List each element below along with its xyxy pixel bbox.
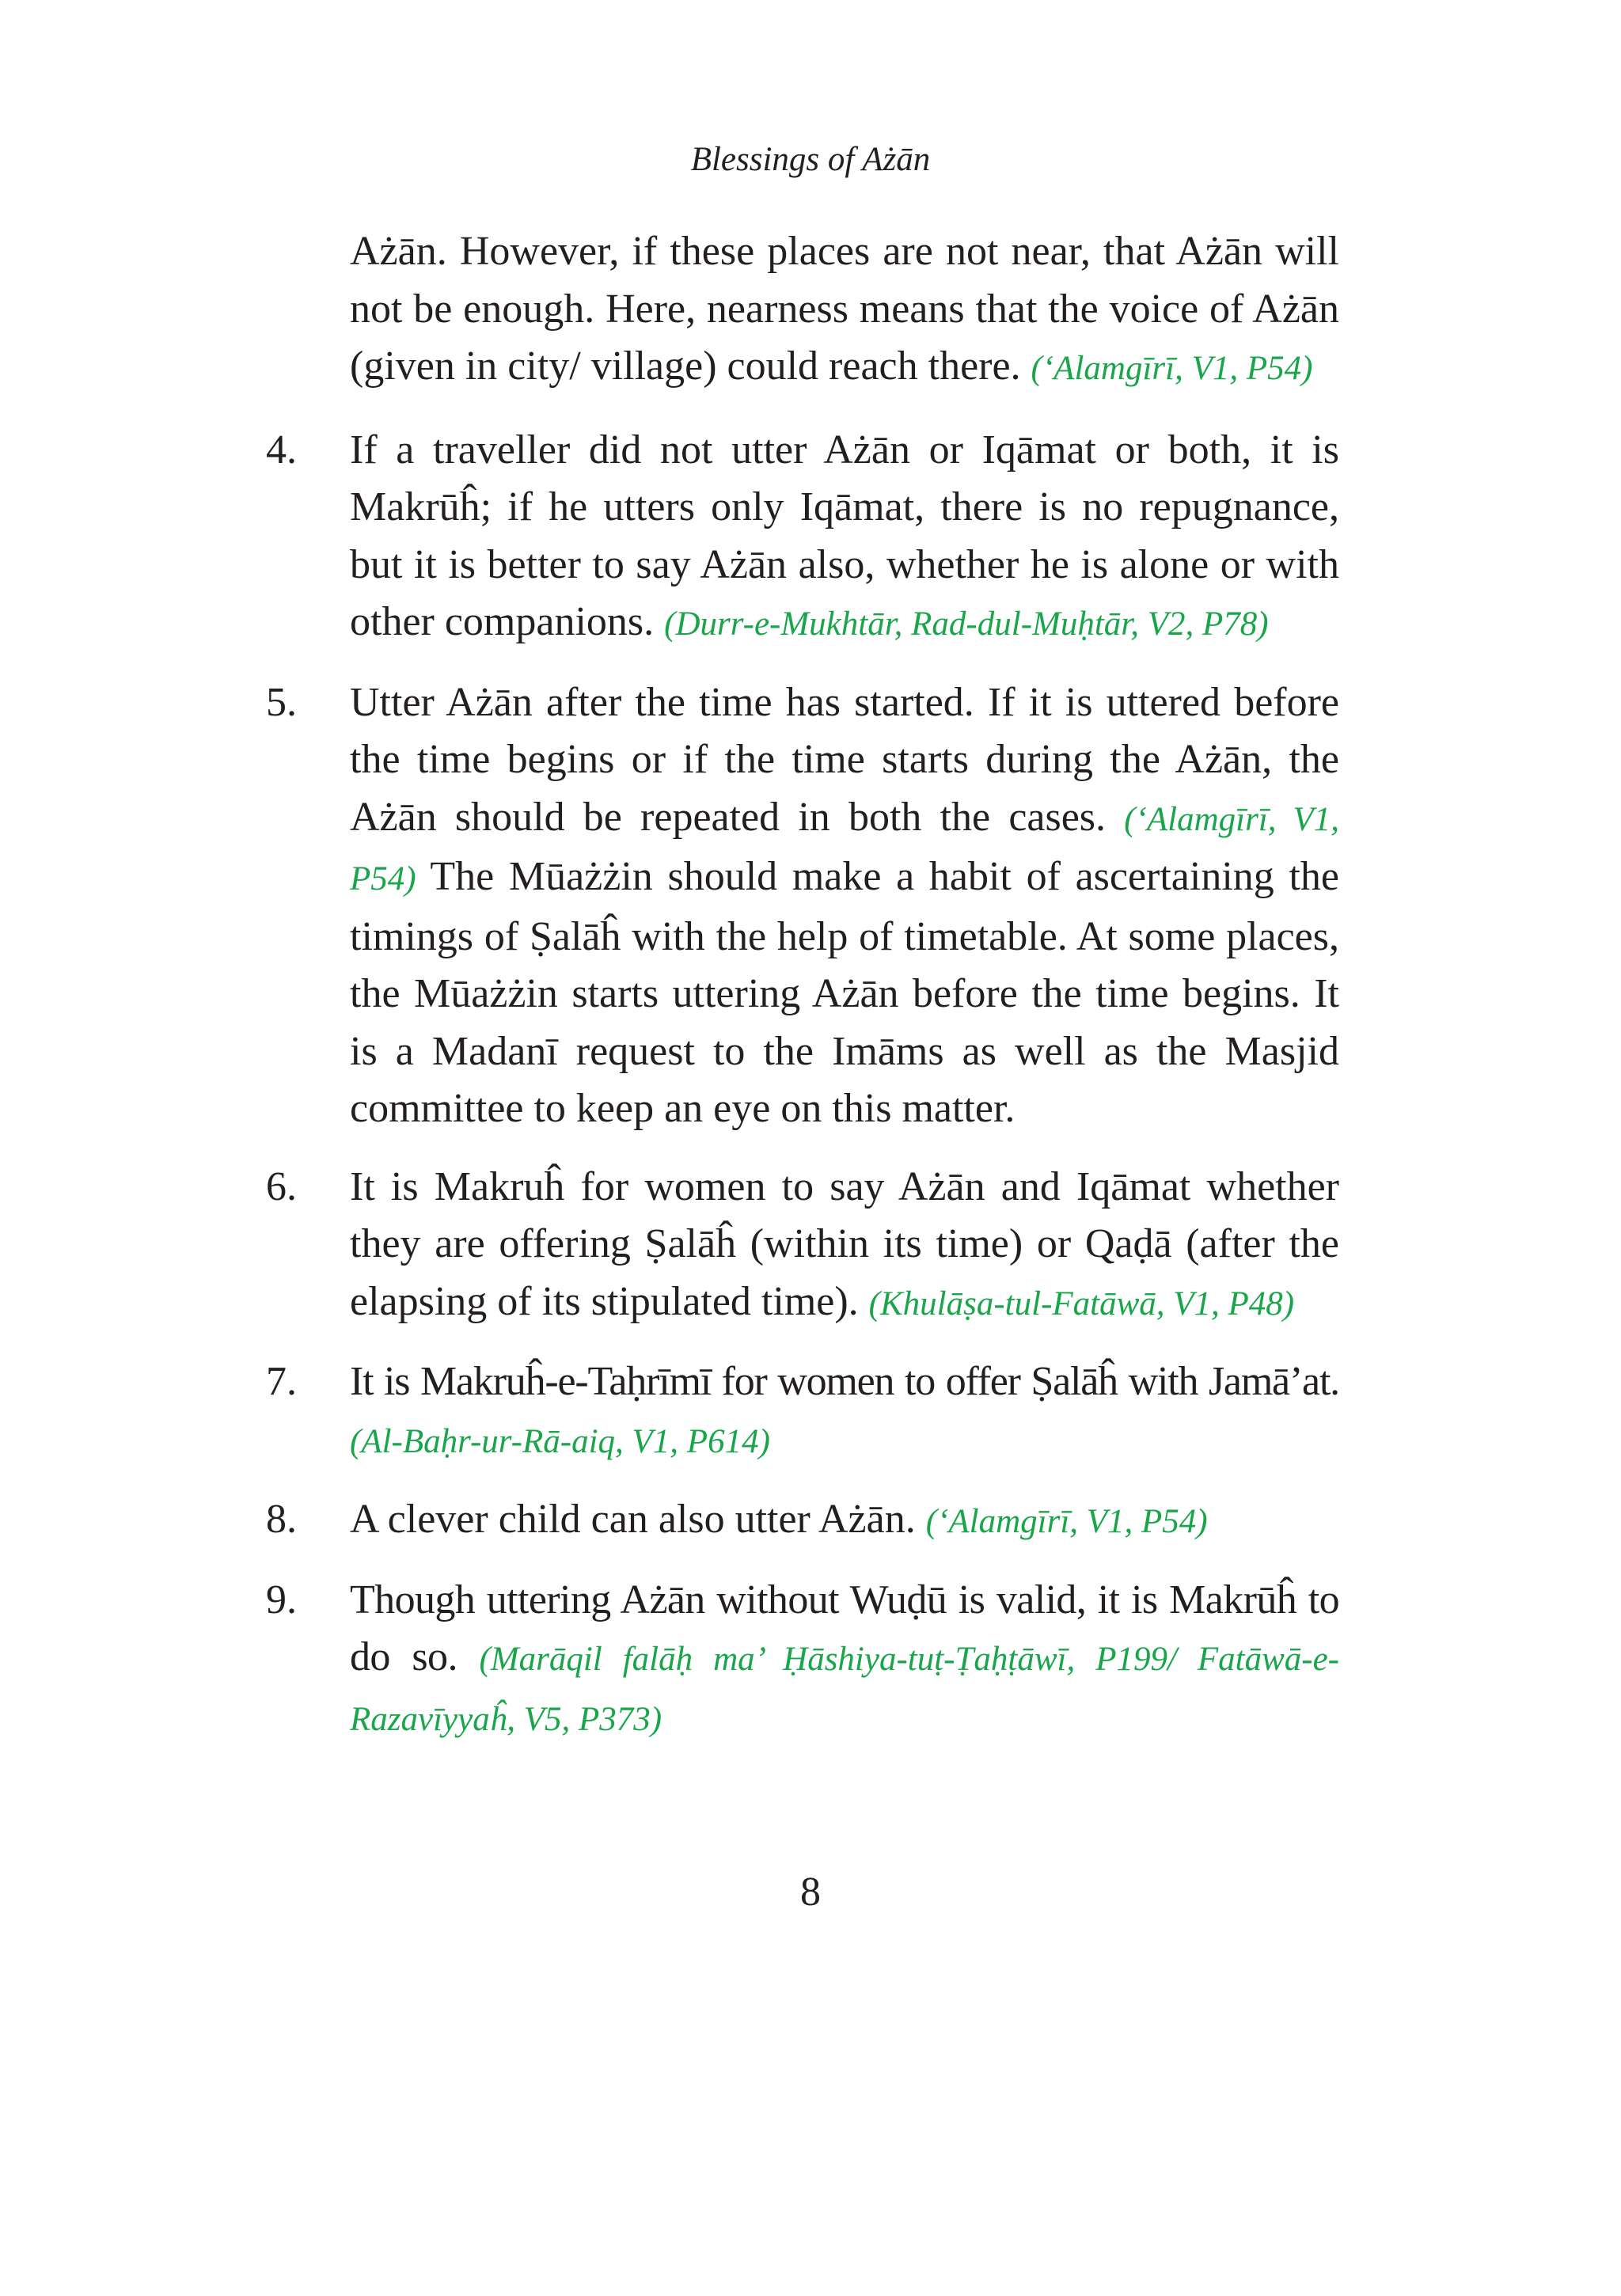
- item-text: It is Makruĥ-e-Taḥrīmī for women to offer Ṣalāĥ with Jamā’at.: [350, 1359, 1339, 1404]
- item-text: It is Makruĥ for women to say Ażān and Iqāmat whether they are offering Ṣalāĥ (within its time) or Qaḍā (after the elapsing of its stipulated time).: [350, 1163, 1339, 1324]
- item-paragraph: [350, 1159, 1339, 1334]
- reference-citation: (Khulāṣa-tul-Fatāwā, V1, P48): [868, 1285, 1295, 1323]
- item-number: 9.: [266, 1577, 297, 1622]
- item-text: A clever child can also utter Ażān.: [350, 1497, 926, 1542]
- item-number: 7.: [266, 1359, 297, 1404]
- item-paragraph: [350, 1491, 1339, 1551]
- item-text: Utter Ażān after the time has started. If it is uttered before the time begins or if the time starts during the Ażān, the Ażān should be repeated in both the cases.: [350, 679, 1339, 840]
- list-item-8: [266, 1491, 1339, 1551]
- running-header: Blessings of Ażān: [690, 141, 931, 178]
- item-number: 5.: [266, 679, 297, 725]
- intro-paragraph: [350, 223, 1339, 398]
- page-content: [266, 223, 1340, 1748]
- reference-citation: (‘Alamgīrī, V1, P54): [350, 800, 1339, 898]
- item-number: 4.: [266, 427, 297, 472]
- item-paragraph: [350, 422, 1339, 654]
- list-item-4: [266, 422, 1339, 654]
- reference-citation: (Durr-e-Mukhtār, Rad-dul-Muḥtār, V2, P78): [664, 605, 1269, 643]
- item-paragraph: [350, 1353, 1339, 1471]
- item-number: 8.: [266, 1497, 297, 1542]
- list-item-5: [266, 674, 1339, 1138]
- reference-citation: (‘Alamgīrī, V1, P54): [925, 1503, 1208, 1540]
- list-item-6: [266, 1159, 1339, 1334]
- item-text: Though uttering Ażān without Wuḍū is valid, it is Makrūĥ to do so.: [350, 1577, 1339, 1679]
- item-paragraph: [350, 1572, 1339, 1749]
- reference-citation: (‘Alamgīrī, V1, P54): [1031, 350, 1313, 387]
- item-text-after: The Mūażżin should make a habit of ascertaining the timings of Ṣalāĥ with the help of timetable. At some places, the Mūażżin starts uttering Ażān before the time begins. It is a Madanī request to the Imāms as well as the Masjid committee to keep an eye on this matter.: [350, 854, 1339, 1131]
- item-number: 6.: [266, 1163, 297, 1209]
- intro-text: Ażān. However, if these places are not near, that Ażān will not be enough. Here, nearness means that the voice of Ażān (given in city/ village) could reach there.: [350, 229, 1339, 389]
- page-number: 8: [800, 1869, 821, 1915]
- item-paragraph: [350, 674, 1339, 1138]
- list-item-9: [266, 1572, 1340, 1749]
- reference-citation: (Marāqil falāḥ ma’ Ḥāshiya-tuṭ-Ṭaḥṭāwī, P199/ Fatāwā-e-Razavīyyaĥ, V5, P373): [350, 1641, 1340, 1738]
- list-item-7: [266, 1353, 1339, 1471]
- reference-citation: (Al-Baḥr-ur-Rā-aiq, V1, P614): [350, 1422, 770, 1460]
- item-text: If a traveller did not utter Ażān or Iqāmat or both, it is Makrūĥ; if he utters only Iqāmat, there is no repugnance, but it is better to say Ażān also, whether he is alone or with other companions.: [350, 427, 1339, 644]
